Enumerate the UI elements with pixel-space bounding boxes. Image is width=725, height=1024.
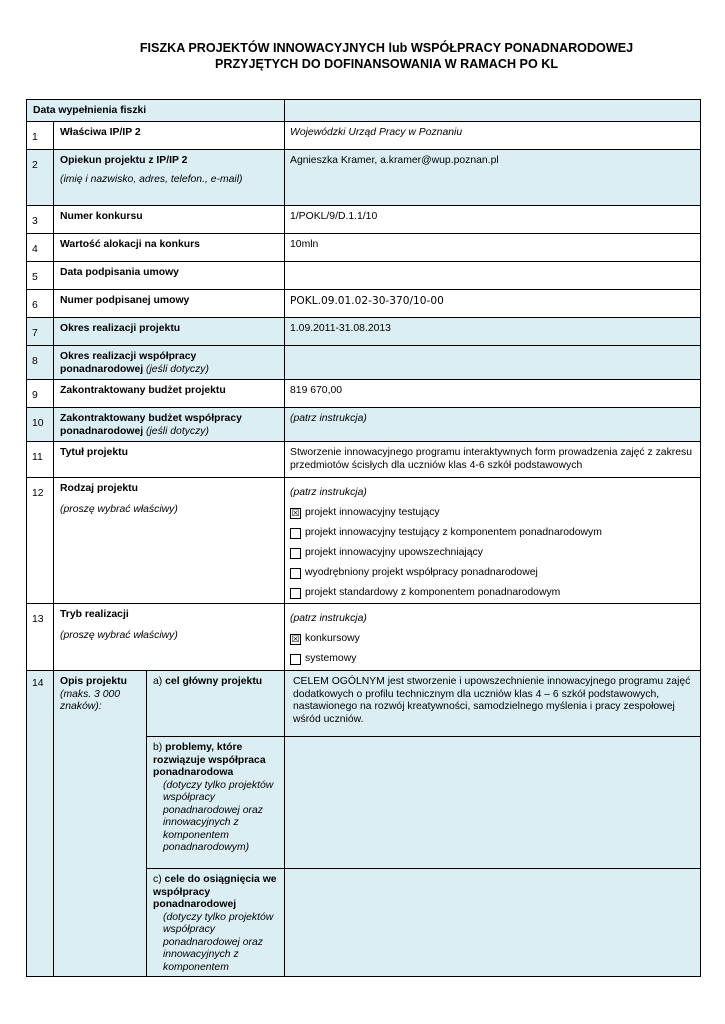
project-type-option[interactable] bbox=[290, 523, 696, 543]
row-label-project-period: Okres realizacji projektu bbox=[54, 318, 285, 346]
row-number: 6 bbox=[27, 290, 54, 318]
checkbox-checked-icon[interactable]: ☒ bbox=[291, 633, 300, 644]
project-type-options bbox=[285, 478, 701, 604]
cooperation-period-note: (jeśli dotyczy) bbox=[146, 363, 209, 375]
row-label-description bbox=[54, 671, 147, 977]
row-label-project-title: Tytuł projektu bbox=[54, 442, 285, 478]
form-row-6 bbox=[27, 290, 701, 318]
row-label-allocation: Wartość alokacji na konkurs bbox=[54, 234, 285, 262]
project-type-option[interactable] bbox=[290, 583, 696, 603]
form-row-12 bbox=[27, 478, 701, 604]
row-value-cooperation-budget[interactable]: (patrz instrukcja) bbox=[285, 408, 701, 442]
row-value-budget[interactable]: 819 670,00 bbox=[285, 380, 701, 408]
form-row-fill-date bbox=[27, 100, 701, 122]
checkbox-checked-icon[interactable]: ☒ bbox=[291, 507, 300, 518]
row-number: 5 bbox=[27, 262, 54, 290]
project-form-table bbox=[26, 99, 701, 977]
sub-letter: a) bbox=[153, 676, 163, 687]
mode-hint: (patrz instrukcja) bbox=[290, 612, 367, 624]
form-row-9 bbox=[27, 380, 701, 408]
row-value-project-title[interactable]: Stworzenie innowacyjnego programu interaktywnych form prowadzenia zajęć z zakresu przedmiotów ścisłych dla uczniów klas 4-6 szkół podstawowych bbox=[285, 442, 701, 478]
form-row-1 bbox=[27, 122, 701, 150]
mode-option[interactable] bbox=[290, 629, 696, 649]
row-label-contest-number: Numer konkursu bbox=[54, 206, 285, 234]
row-value-contest-number[interactable]: 1/POKL/9/D.1.1/10 bbox=[285, 206, 701, 234]
row-label-cooperation-budget bbox=[54, 408, 285, 442]
row-value-signing-date[interactable] bbox=[285, 262, 701, 290]
checkbox-icon[interactable] bbox=[290, 548, 301, 559]
option-label: konkursowy bbox=[305, 632, 360, 644]
row-label-budget: Zakontraktowany budżet projektu bbox=[54, 380, 285, 408]
row-label-cooperation-period bbox=[54, 346, 285, 380]
mode-options bbox=[285, 604, 701, 671]
form-row-13 bbox=[27, 604, 701, 671]
project-type-note: (proszę wybrać właściwy) bbox=[60, 503, 178, 515]
project-type-label-text: Rodzaj projektu bbox=[60, 483, 138, 494]
document-title bbox=[0, 40, 725, 72]
row-number: 3 bbox=[27, 206, 54, 234]
row-number: 7 bbox=[27, 318, 54, 346]
checkbox-icon[interactable] bbox=[290, 654, 301, 665]
row-number: 14 bbox=[27, 671, 54, 977]
row-label-signing-date: Data podpisania umowy bbox=[54, 262, 285, 290]
sub-label-cooperation-goals bbox=[147, 869, 285, 977]
mode-note: (proszę wybrać właściwy) bbox=[60, 629, 178, 641]
row-number: 1 bbox=[27, 122, 54, 150]
sub-value-problems[interactable] bbox=[285, 737, 701, 869]
description-note: (maks. 3 000 znaków): bbox=[60, 688, 121, 712]
row-number: 2 bbox=[27, 150, 54, 206]
row-label-project-type bbox=[54, 478, 285, 604]
fill-date-value[interactable] bbox=[285, 100, 701, 122]
row-number: 9 bbox=[27, 380, 54, 408]
form-row-11 bbox=[27, 442, 701, 478]
supervisor-label-note: (imię i nazwisko, adres, telefon., e-mail) bbox=[60, 173, 243, 185]
row-number: 13 bbox=[27, 604, 54, 671]
project-type-option[interactable] bbox=[290, 563, 696, 583]
form-row-14a bbox=[27, 671, 701, 737]
cooperation-budget-note: (jeśli dotyczy) bbox=[146, 425, 209, 437]
supervisor-label-text: Opiekun projektu z IP/IP 2 bbox=[60, 155, 188, 166]
row-number: 12 bbox=[27, 478, 54, 604]
row-number: 8 bbox=[27, 346, 54, 380]
sub-letter: c) bbox=[153, 874, 162, 885]
sub-letter: b) bbox=[153, 742, 163, 753]
option-label: projekt innowacyjny testujący z komponentem ponadnarodowym bbox=[305, 526, 602, 538]
form-row-5 bbox=[27, 262, 701, 290]
sub-value-cooperation-goals[interactable] bbox=[285, 869, 701, 977]
sub-label-text: cele do osiągnięcia we współpracy ponadnarodowej bbox=[153, 874, 277, 910]
row-value-contract-number[interactable]: POKL.09.01.02-30-370/10-00 bbox=[285, 290, 701, 318]
checkbox-icon[interactable] bbox=[290, 528, 301, 539]
option-label: systemowy bbox=[305, 652, 357, 664]
row-value-ip[interactable]: Wojewódzki Urząd Pracy w Poznaniu bbox=[285, 122, 701, 150]
sub-label-main-goal bbox=[147, 671, 285, 737]
title-line-2: PRZYJĘTYCH DO DOFINANSOWANIA W RAMACH PO KL bbox=[214, 57, 559, 71]
form-row-2 bbox=[27, 150, 701, 206]
project-type-option[interactable] bbox=[290, 543, 696, 563]
description-label-text: Opis projektu bbox=[60, 676, 127, 687]
sub-label-text: problemy, które rozwiązuje współpraca ponadnarodowa bbox=[153, 742, 266, 778]
row-value-supervisor[interactable]: Agnieszka Kramer, a.kramer@wup.poznan.pl bbox=[285, 150, 701, 206]
project-type-option[interactable] bbox=[290, 503, 696, 523]
sub-label-text: cel główny projektu bbox=[165, 676, 263, 687]
form-row-4 bbox=[27, 234, 701, 262]
row-number: 4 bbox=[27, 234, 54, 262]
sub-label-note: (dotyczy tylko projektów współpracy ponadnarodowej oraz innowacyjnych z komponentem bbox=[163, 911, 274, 973]
mode-option[interactable] bbox=[290, 649, 696, 669]
form-row-3 bbox=[27, 206, 701, 234]
sub-label-note: (dotyczy tylko projektów współpracy ponadnarodowej oraz innowacyjnych z komponentem ponadnarodowym) bbox=[163, 779, 274, 853]
mode-label-text: Tryb realizacji bbox=[60, 609, 129, 620]
row-label-ip: Właściwa IP/IP 2 bbox=[54, 122, 285, 150]
row-value-cooperation-period[interactable] bbox=[285, 346, 701, 380]
row-label-contract-number: Numer podpisanej umowy bbox=[54, 290, 285, 318]
cooperation-period-label-text: Okres realizacji współpracy ponadnarodowej bbox=[60, 351, 197, 375]
row-number: 11 bbox=[27, 442, 54, 478]
sub-value-main-goal[interactable]: CELEM OGÓLNYM jest stworzenie i upowszechnienie innowacyjnego programu zajęć dodatkowych o profilu technicznym dla uczniów klas 4 – 6 szkół podstawowych, nastawionego na rozwój kreatywności, samodzielnego myślenia i pracy zespołowej wśród uczniów. bbox=[285, 671, 701, 737]
cooperation-budget-label-text: Zakontraktowany budżet współpracy ponadnarodowej bbox=[60, 413, 242, 437]
fill-date-label: Data wypełnienia fiszki bbox=[27, 100, 285, 122]
row-value-allocation[interactable]: 10mln bbox=[285, 234, 701, 262]
option-label: projekt standardowy z komponentem ponadnarodowym bbox=[305, 586, 561, 598]
checkbox-icon[interactable] bbox=[290, 568, 301, 579]
title-line-1: FISZKA PROJEKTÓW INNOWACYJNYCH lub WSPÓŁPRACY PONADNARODOWEJ bbox=[139, 41, 634, 55]
form-row-8 bbox=[27, 346, 701, 380]
row-label-supervisor bbox=[54, 150, 285, 206]
option-label: wyodrębniony projekt współpracy ponadnarodowej bbox=[305, 566, 538, 578]
sub-label-problems bbox=[147, 737, 285, 869]
option-label: projekt innowacyjny upowszechniający bbox=[305, 546, 483, 558]
form-row-10 bbox=[27, 408, 701, 442]
project-type-hint: (patrz instrukcja) bbox=[290, 486, 367, 498]
row-label-mode bbox=[54, 604, 285, 671]
form-row-7 bbox=[27, 318, 701, 346]
row-value-project-period[interactable]: 1.09.2011-31.08.2013 bbox=[285, 318, 701, 346]
option-label: projekt innowacyjny testujący bbox=[305, 506, 440, 518]
checkbox-icon[interactable] bbox=[290, 588, 301, 599]
row-number: 10 bbox=[27, 408, 54, 442]
